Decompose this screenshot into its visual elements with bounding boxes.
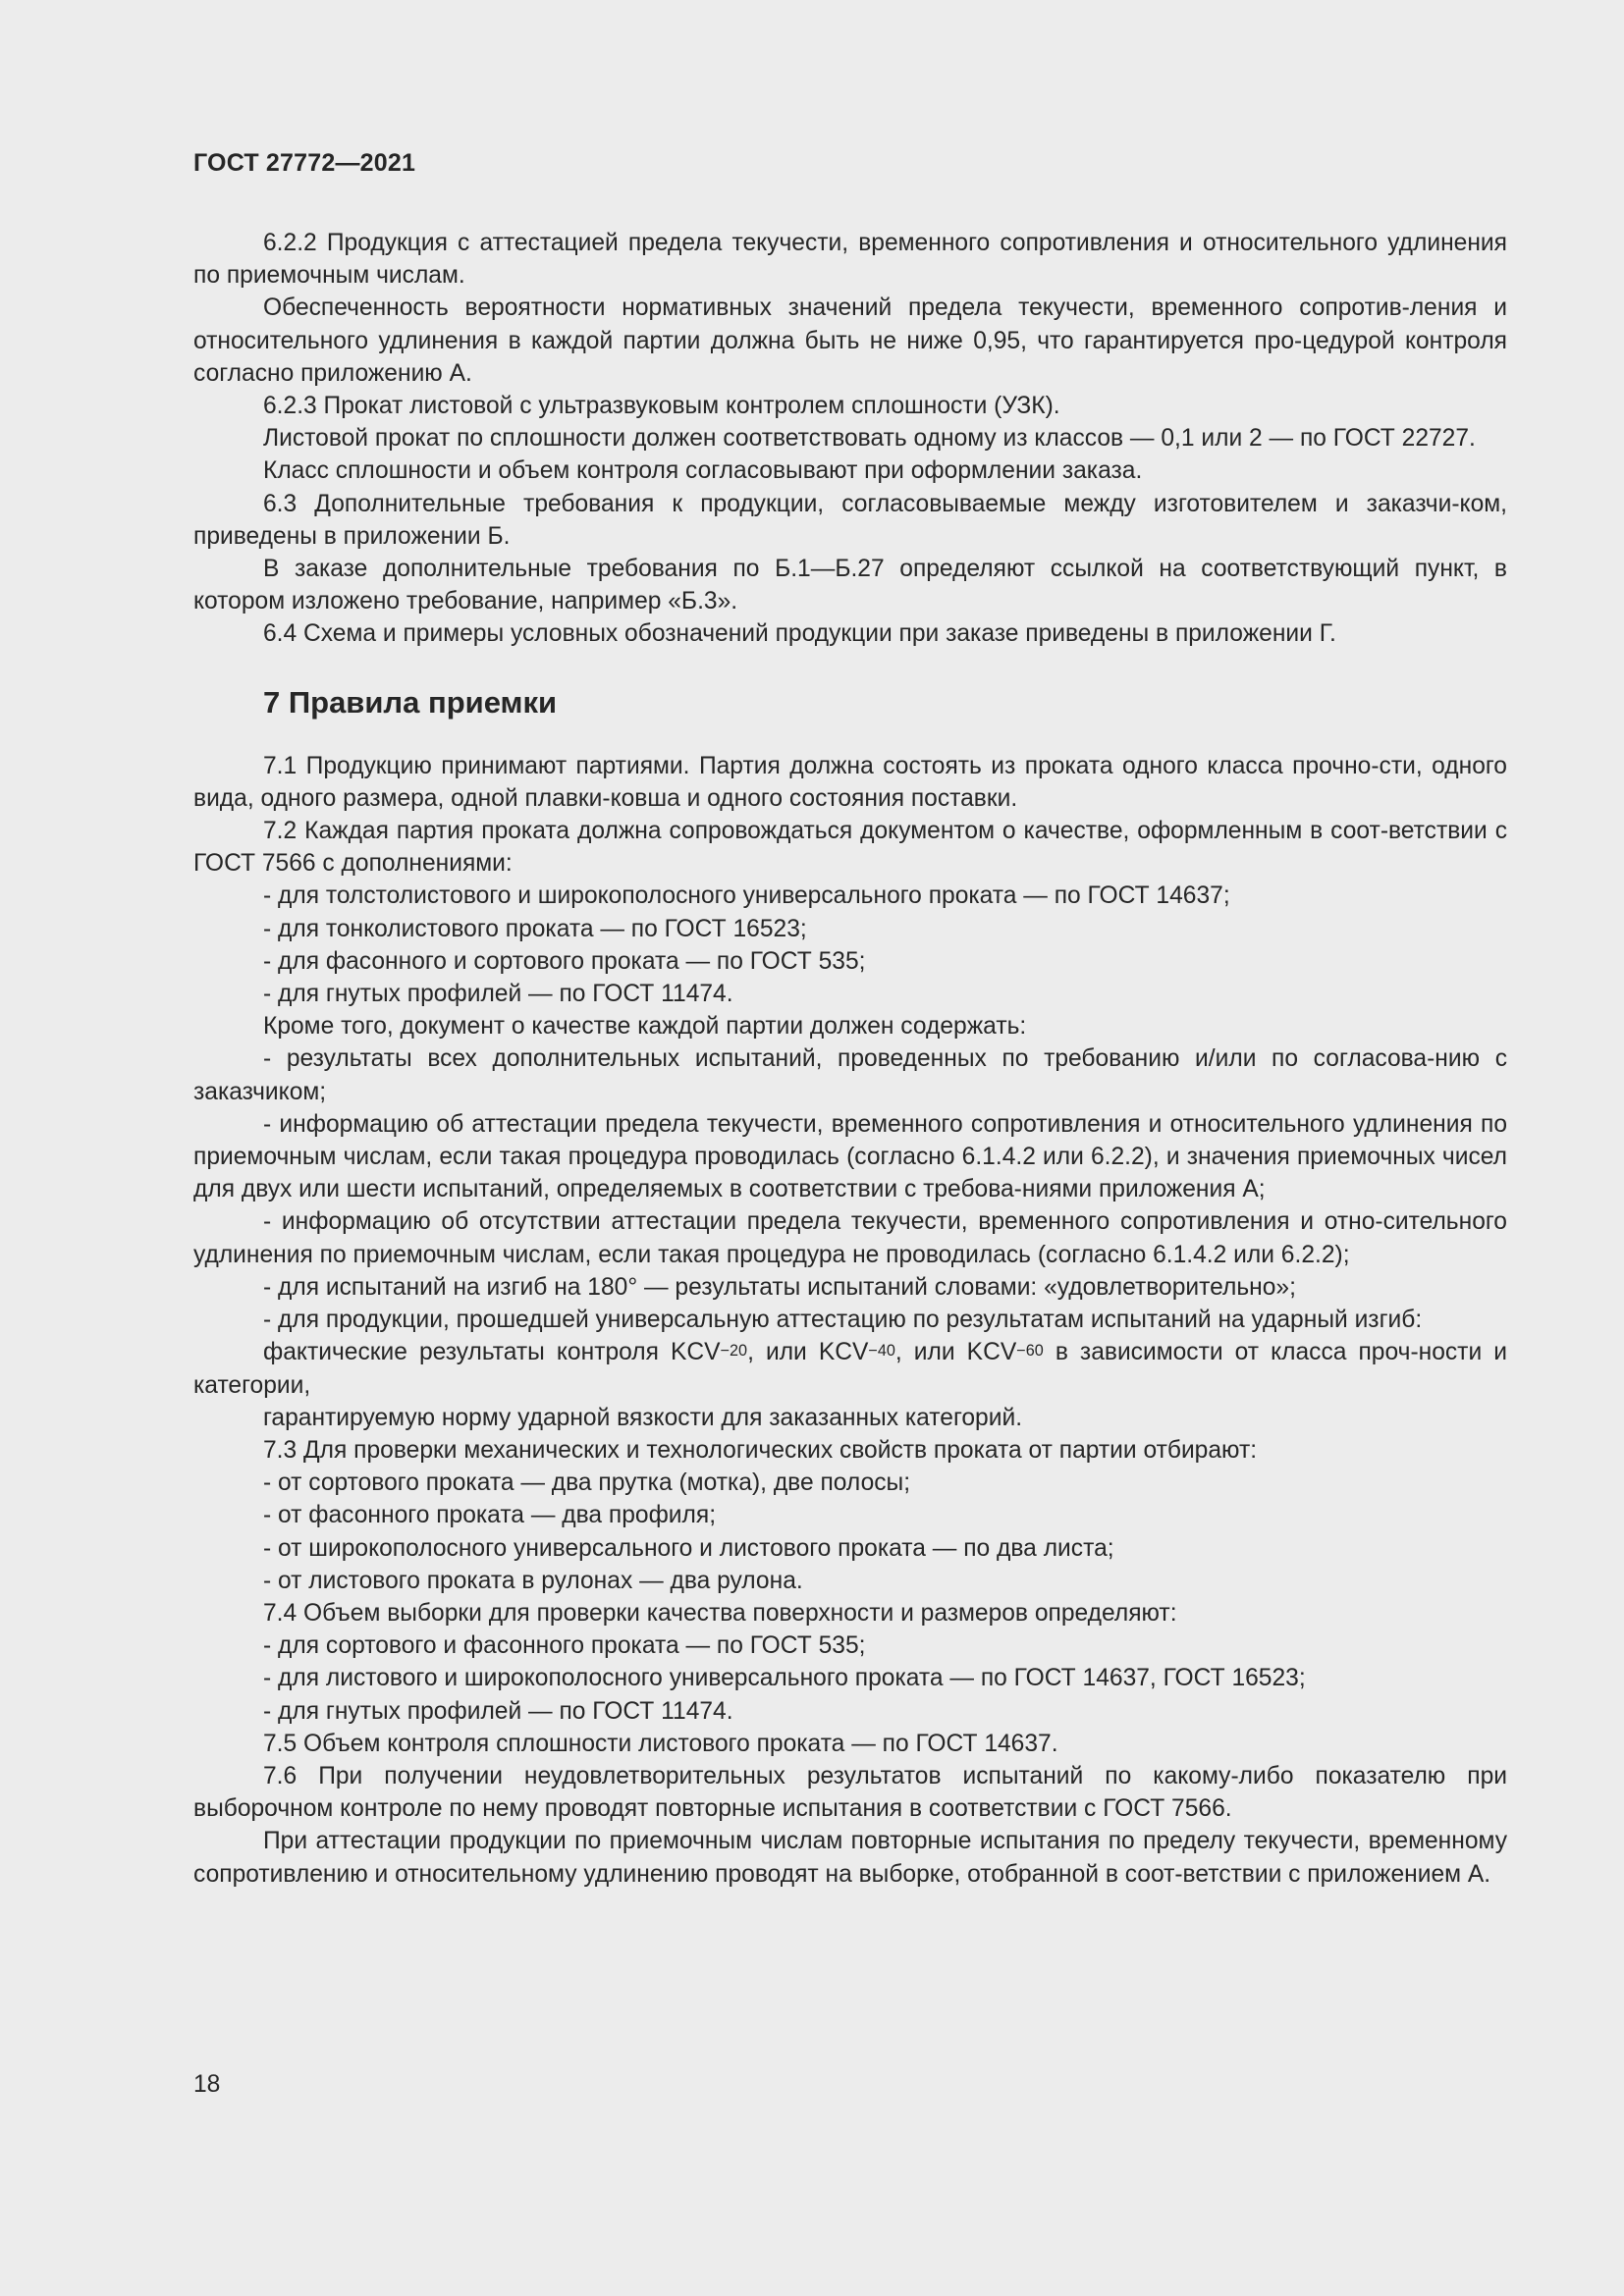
list-item: - от сортового проката — два прутка (мотка), две полосы; — [263, 1469, 911, 1497]
paragraph: В заказе дополнительные требования по Б.1—Б.27 определяют ссылкой на соответствующий пункт, в котором изложено требование, например «Б.3». — [193, 556, 1507, 615]
list-item: - информацию об аттестации предела текучести, временного сопротивления и относительного удлинения по приемочным числам, если такая процедура проводилась (согласно 6.1.4.2 или 6.2.2), и значения приемочных чисел для двух или шести испытаний, определяемых в соответствии с требова-ниями приложения А; — [193, 1110, 1507, 1203]
kcv-text-3: , или KCV — [894, 1339, 1017, 1366]
paragraph: гарантируемую норму ударной вязкости для заказанных категорий. — [263, 1404, 1023, 1431]
kcv-text-2: , или KCV — [747, 1339, 869, 1366]
document-body — [193, 227, 1507, 1891]
list-item: - для листового и широкополосного универсального проката — по ГОСТ 14637, ГОСТ 16523; — [263, 1665, 1306, 1692]
list-item: - для гнутых профилей — по ГОСТ 11474. — [263, 1697, 733, 1725]
paragraph: 7.6 При получении неудовлетворительных результатов испытаний по какому-либо показателю при выборочном контроле по нему проводят повторные испытания в соответствии с ГОСТ 7566. — [193, 1762, 1507, 1823]
paragraph: 7.2 Каждая партия проката должна сопровождаться документом о качестве, оформленным в соот-ветствии с ГОСТ 7566 с дополнениями: — [193, 818, 1507, 878]
paragraph: Кроме того, документ о качестве каждой партии должен содержать: — [263, 1013, 1027, 1041]
list-item: - информацию об отсутствии аттестации предела текучести, временного сопротивления и отно-сительного удлинения по приемочным числам, если такая процедура не проводилась (согласно 6.1.4.2 или 6.2.2); — [193, 1208, 1507, 1268]
list-item: - для испытаний на изгиб на 180° — результаты испытаний словами: «удовлетворительно»; — [263, 1273, 1296, 1301]
paragraph: 6.2.2 Продукция с аттестацией предела текучести, временного сопротивления и относительного удлинения по приемочным числам. — [193, 230, 1507, 290]
kcv-sup-60: −60 — [1016, 1342, 1044, 1361]
list-item: - от фасонного проката — два профиля; — [263, 1502, 717, 1529]
paragraph: Обеспеченность вероятности нормативных значений предела текучести, временного сопротив-ления и относительного удлинения в каждой партии должна быть не ниже 0,95, что гарантируется про-цедурой контроля согласно приложению А. — [193, 294, 1507, 387]
paragraph: 6.3 Дополнительные требования к продукции, согласовываемые между изготовителем и заказчи-ком, приведены в приложении Б. — [193, 490, 1507, 550]
kcv-paragraph — [193, 1336, 1507, 1401]
list-item: - для сортового и фасонного проката — по ГОСТ 535; — [263, 1632, 866, 1660]
list-item: - результаты всех дополнительных испытаний, проведенных по требованию и/или по согласова-нию с заказчиком; — [193, 1045, 1507, 1105]
paragraph: При аттестации продукции по приемочным числам повторные испытания по пределу текучести, временному сопротивлению и относительному удлинению проводят на выборке, отобранной в соот-ветствии с приложением А. — [193, 1828, 1507, 1888]
section-heading: 7 Правила приемки — [263, 684, 558, 720]
kcv-sup-20: −20 — [720, 1342, 748, 1361]
paragraph: Листовой прокат по сплошности должен соответствовать одному из классов — 0,1 или 2 — по ГОСТ 22727. — [263, 425, 1476, 453]
list-item: - для фасонного и сортового проката — по ГОСТ 535; — [263, 947, 866, 975]
paragraph: 7.1 Продукцию принимают партиями. Партия должна состоять из проката одного класса прочно-сти, одного вида, одного размера, одной плавки-ковша и одного состояния поставки. — [193, 752, 1507, 812]
list-item: - для тонколистового проката — по ГОСТ 16523; — [263, 915, 807, 942]
page-number: 18 — [193, 2071, 221, 2098]
paragraph: 7.4 Объем выборки для проверки качества поверхности и размеров определяют: — [263, 1599, 1177, 1627]
list-item: - от широкополосного универсального и листового проката — по два листа; — [263, 1534, 1114, 1562]
paragraph: 7.3 Для проверки механических и технологических свойств проката от партии отбирают: — [263, 1436, 1258, 1464]
list-item: - для гнутых профилей — по ГОСТ 11474. — [263, 981, 733, 1008]
list-item: - для толстолистового и широкополосного универсального проката — по ГОСТ 14637; — [263, 882, 1230, 910]
kcv-sup-40: −40 — [868, 1342, 895, 1361]
kcv-text-4: в зависимости от класса проч-ности и категории, — [193, 1339, 1507, 1399]
kcv-text-1: фактические результаты контроля KCV — [263, 1339, 721, 1366]
paragraph: 6.4 Схема и примеры условных обозначений продукции при заказе приведены в приложении Г. — [263, 620, 1336, 648]
paragraph: 6.2.3 Прокат листовой с ультразвуковым контролем сплошности (УЗК). — [263, 393, 1060, 420]
paragraph: 7.5 Объем контроля сплошности листового проката — по ГОСТ 14637. — [263, 1730, 1058, 1757]
list-item: - от листового проката в рулонах — два рулона. — [263, 1567, 803, 1594]
document-header: ГОСТ 27772—2021 — [193, 149, 416, 177]
list-item: - для продукции, прошедшей универсальную аттестацию по результатам испытаний на ударный изгиб: — [263, 1307, 1423, 1334]
paragraph: Класс сплошности и объем контроля согласовывают при оформлении заказа. — [263, 457, 1143, 485]
